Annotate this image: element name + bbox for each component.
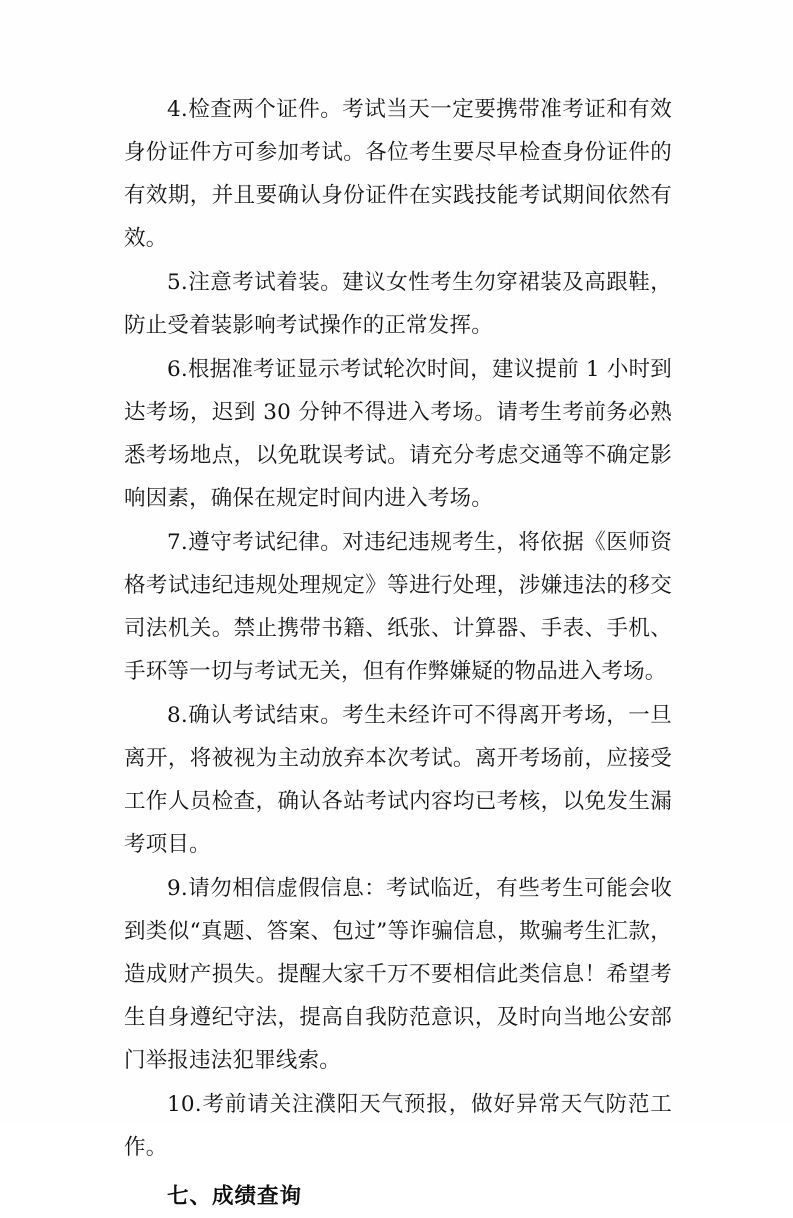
paragraph-9: 9.请勿相信虚假信息：考试临近，有些考生可能会收到类似“真题、答案、包过”等诈骗信息，欺骗考生汇款，造成财产损失。提醒大家千万不要相信此类信息！希望考生自身遵纪守法，提高自我防范意识，及时向当地公安部门举报违法犯罪线索。 [124,876,672,1073]
paragraph-4: 4.检查两个证件。考试当天一定要携带准考证和有效身份证件方可参加考试。各位考生要尽早检查身份证件的有效期，并且要确认身份证件在实践技能考试期间依然有效。 [124,97,672,251]
paragraph-7: 7.遵守考试纪律。对违纪违规考生，将依据《医师资格考试违纪违规处理规定》等进行处理，涉嫌违法的移交司法机关。禁止携带书籍、纸张、计算器、手表、手机、手环等一切与考试无关，但有作弊嫌疑的物品进入考场。 [124,530,672,684]
paragraph-6: 6.根据准考证显示考试轮次时间，建议提前 1 小时到达考场，迟到 30 分钟不得进入考场。请考生考前务必熟悉考场地点，以免耽误考试。请充分考虑交通等不确定影响因素，确保在规定时间内进入考场。 [124,357,672,511]
document-body [124,88,672,1218]
paragraph-5: 5.注意考试着装。建议女性考生勿穿裙装及高跟鞋，防止受着装影响考试操作的正常发挥。 [124,270,672,338]
paragraph-10: 10.考前请关注濮阳天气预报，做好异常天气防范工作。 [124,1092,672,1160]
section-heading-results-query: 七、成绩查询 [167,1184,303,1209]
paragraph-8: 8.确认考试结束。考生未经许可不得离开考场，一旦离开，将被视为主动放弃本次考试。离开考场前，应接受工作人员检查，确认各站考试内容均已考核，以免发生漏考项目。 [124,703,672,857]
